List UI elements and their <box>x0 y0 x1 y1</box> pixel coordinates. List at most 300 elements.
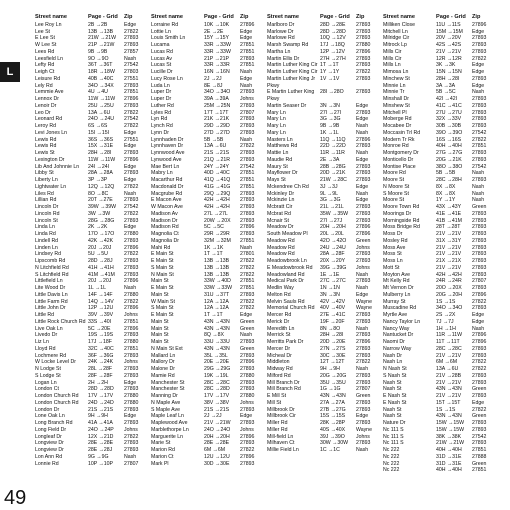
grid-end: →24I <box>96 163 110 170</box>
page-grid <box>204 204 240 211</box>
grid-end: →1N <box>328 285 340 291</box>
zip-code: 27896 <box>124 156 139 163</box>
grid-end: →6S <box>95 123 108 129</box>
zip-code: Nash <box>472 170 485 177</box>
street-entry <box>383 218 496 225</box>
zip-code: 27893 <box>356 440 371 447</box>
page-grid <box>204 319 240 326</box>
street-name: Mills Cir <box>383 55 402 62</box>
street-name: Minnie Ln <box>383 82 406 89</box>
zip-code: 27893 <box>356 332 371 339</box>
zip-code: 27893 <box>356 217 371 224</box>
grid-end: →24U <box>99 116 114 123</box>
grid-start: 21V <box>436 352 446 359</box>
street-name: Montise Place <box>383 163 416 170</box>
grid-end: →39V <box>98 312 114 318</box>
street-name: N Litchfield Rd <box>35 264 69 271</box>
street-name: London Church Rd <box>35 399 79 406</box>
grid-start: 21Q <box>204 156 214 163</box>
grid-end: →33V <box>446 116 462 123</box>
grid-start: 36F <box>88 352 97 359</box>
street-name: Nc 222 <box>383 460 400 467</box>
grid-end: →8J <box>211 82 223 89</box>
page-grid <box>204 116 240 123</box>
zip-code: 27893 <box>356 379 371 386</box>
grid-end: →20E <box>330 339 346 345</box>
grid-end: →15M <box>447 28 463 35</box>
grid-end: →25U <box>98 102 114 109</box>
grid-end: →39G <box>331 264 347 271</box>
street-entry <box>267 346 380 353</box>
street-entry <box>383 191 496 198</box>
street-entry <box>151 224 264 231</box>
grid-start: 28I <box>320 89 328 96</box>
zip-code: 27893 <box>472 96 487 102</box>
grid-start: 42H <box>204 197 214 204</box>
street-entry <box>383 359 496 366</box>
zip-code: Edge <box>124 413 137 420</box>
street-entry <box>267 137 380 144</box>
zip-code: 27893 <box>240 217 255 224</box>
grid-end: →43N <box>214 318 230 325</box>
page-grid <box>320 83 356 90</box>
page-grid <box>88 238 124 245</box>
grid-end: →28C <box>446 345 462 352</box>
street-name: Mocabee Dr <box>383 123 412 129</box>
grid-start: 21V <box>204 420 214 426</box>
zip-code: 27896 <box>356 48 371 55</box>
grid-end: →3A <box>327 156 340 163</box>
zip-code: 27893 <box>124 366 139 372</box>
grid-end: →8X <box>443 183 456 190</box>
grid-start: 20G <box>436 156 446 163</box>
grid-end: →42K <box>98 237 114 244</box>
street-entry <box>35 170 148 177</box>
zip-code: 27893 <box>240 420 255 426</box>
street-name: Liz Ln <box>35 339 49 345</box>
page-grid <box>204 299 240 306</box>
street-name: Little Davis Ln <box>35 291 68 298</box>
grid-start: 11Q <box>320 136 330 143</box>
street-name: Lottie Ln <box>151 28 171 35</box>
street-entry <box>383 62 496 69</box>
street-name: Miller Rd <box>267 420 288 426</box>
street-entry <box>383 143 496 150</box>
grid-start: 28E <box>204 440 214 447</box>
grid-start: 4U <box>88 89 95 96</box>
street-entry <box>267 447 380 454</box>
street-entry <box>151 69 264 76</box>
street-entry <box>35 346 148 353</box>
street-name: Levi Jones Ln <box>35 129 68 136</box>
grid-end: →28E <box>330 21 346 28</box>
grid-start: 5B <box>436 89 443 96</box>
street-name: Long Branch Rd <box>35 420 73 426</box>
grid-end: →27L <box>213 210 228 217</box>
street-entry <box>267 29 380 36</box>
grid-start: 21V <box>436 48 446 55</box>
page-grid <box>204 265 240 272</box>
grid-end: →2B <box>95 21 108 28</box>
header-cell: Page - Grid <box>204 14 234 20</box>
grid-start: 42O <box>320 237 330 244</box>
page-grid <box>88 278 124 285</box>
grid-end: →21V <box>446 264 462 271</box>
page-grid <box>88 110 124 117</box>
street-entry <box>35 211 148 218</box>
zip-code: 27880 <box>356 42 371 48</box>
page-grid <box>204 400 240 407</box>
page-grid <box>320 231 356 238</box>
street-entry <box>267 143 380 150</box>
street-name: Mallard Ln <box>151 352 176 359</box>
grid-start: 21V <box>436 393 446 399</box>
grid-end: →24K <box>98 359 114 366</box>
zip-code: 27893 <box>356 170 371 177</box>
grid-start: 27I <box>320 109 328 116</box>
grid-end: →27G <box>330 406 346 413</box>
grid-end: →10P <box>98 460 114 467</box>
grid-start: 29G <box>204 366 214 372</box>
grid-end: →33W <box>216 285 232 291</box>
grid-end: →15W <box>448 426 464 433</box>
zip-code: 27893 <box>124 386 139 393</box>
street-entry <box>383 265 496 272</box>
zip-code: Nash <box>240 82 253 89</box>
grid-end: →20F <box>330 318 345 325</box>
grid-start: 31U <box>204 291 214 298</box>
page-grid <box>204 251 240 258</box>
street-name: Main St <box>151 339 169 345</box>
grid-end: →40I <box>98 318 112 325</box>
grid-start: 17T <box>204 109 213 116</box>
grid-end: →21X <box>446 258 462 264</box>
grid-start: 11U <box>436 21 446 28</box>
street-name: Lenoir Dr <box>35 102 57 109</box>
page-grid <box>320 35 356 42</box>
street-name: Moss Bridge Rd <box>383 224 420 231</box>
header-cell: Zip <box>124 14 133 20</box>
grid-start: 21S <box>88 406 98 413</box>
zip-code: Nash <box>472 197 485 204</box>
grid-start: 2J <box>204 75 210 82</box>
street-entry <box>151 359 264 366</box>
page-grid <box>436 42 472 49</box>
zip-code: 27807 <box>472 278 487 285</box>
street-name: Madison Av <box>151 210 178 217</box>
grid-end: →31E <box>446 453 462 460</box>
grid-end: →31E <box>446 460 462 467</box>
grid-start: 19K <box>204 372 214 379</box>
grid-start: 1H <box>436 325 443 332</box>
grid-end: →2K <box>95 224 108 231</box>
grid-end: →21W <box>98 42 115 48</box>
header-cell: Street name <box>35 14 68 20</box>
street-entry <box>35 96 148 103</box>
grid-start: 28H <box>88 150 98 156</box>
zip-code: 27822 <box>240 298 255 305</box>
street-name: Meredith Ln <box>267 325 295 332</box>
grid-end: →17V <box>98 393 114 399</box>
grid-end: →27U <box>446 109 462 116</box>
page-grid <box>436 110 472 117</box>
street-entry <box>35 110 148 117</box>
page-grid <box>204 170 240 177</box>
page-grid <box>320 62 356 69</box>
zip-code: 27893 <box>472 150 487 156</box>
page-grid <box>436 272 472 279</box>
zip-code: 27896 <box>356 339 371 345</box>
grid-start: 3N <box>320 291 327 298</box>
grid-start: 35W <box>320 210 331 217</box>
grid-start: 1T <box>204 312 210 318</box>
street-name: S Lodge St <box>35 372 61 379</box>
street-name: Matthews Rd <box>267 143 298 150</box>
grid-start: 28A <box>320 251 329 258</box>
zip-code: 27893 <box>472 116 487 123</box>
zip-code: 27851 <box>240 170 255 177</box>
street-entry <box>267 265 380 272</box>
street-entry <box>151 278 264 285</box>
grid-end: →24O <box>215 426 231 433</box>
street-name: Nash Ln <box>383 359 403 366</box>
page-grid <box>204 211 240 218</box>
street-entry <box>267 164 380 171</box>
page-grid <box>320 278 356 285</box>
page-grid <box>204 143 240 150</box>
page-grid <box>436 83 472 90</box>
grid-end: →33W <box>214 48 231 55</box>
grid-start: 20X <box>320 258 330 264</box>
grid-end: →27C <box>330 278 346 285</box>
grid-start: 3J <box>320 183 326 190</box>
street-entry <box>151 407 264 414</box>
page-grid <box>88 130 124 137</box>
grid-start: 32M <box>204 237 215 244</box>
grid-end: →10K <box>214 21 230 28</box>
zip-code: Johns <box>124 359 138 366</box>
page-grid <box>320 96 356 103</box>
zip-code: 27893 <box>240 339 255 345</box>
grid-start: 17J <box>88 339 97 345</box>
page-grid <box>204 245 240 252</box>
street-name: Lincoln Dr <box>35 204 59 210</box>
street-name: W Lee St <box>35 42 57 48</box>
grid-start: 35L <box>204 352 213 359</box>
grid-start: 36T <box>88 62 97 69</box>
street-entry <box>383 103 496 110</box>
grid-end: →30E <box>330 352 346 359</box>
grid-start: 27U <box>436 109 446 116</box>
street-entry <box>383 231 496 238</box>
page-grid <box>436 116 472 123</box>
street-name: Leisure Rd <box>35 75 61 82</box>
zip-code: 27822 <box>240 143 255 150</box>
grid-start: 28H <box>436 75 446 82</box>
grid-end: →27E <box>98 197 113 204</box>
street-name: Melvin Sauls Rd <box>267 298 305 305</box>
street-entry <box>35 400 148 407</box>
street-name: Liles Rd <box>35 190 54 197</box>
grid-start: 41A <box>88 420 97 426</box>
grid-start: 20T <box>88 197 97 204</box>
street-name: Lynwood Ave <box>151 156 182 163</box>
street-entry <box>35 272 148 279</box>
grid-start: 27C <box>320 278 330 285</box>
street-name: Mott St <box>383 264 400 271</box>
grid-end: →9L <box>327 190 338 197</box>
zip-code: 27896 <box>240 224 255 231</box>
page-grid <box>204 305 240 312</box>
zip-code: Nash <box>356 150 369 156</box>
zip-code: 27893 <box>356 75 371 82</box>
grid-start: 21P <box>88 42 98 48</box>
grid-start: 38V <box>204 399 214 406</box>
page-grid <box>88 380 124 387</box>
grid-end: →41A <box>98 420 113 426</box>
zip-code: 27893 <box>356 177 371 183</box>
page-grid <box>88 407 124 414</box>
page-grid <box>204 366 240 373</box>
grid-start: 17O <box>88 231 98 237</box>
zip-code: 27893 <box>472 210 487 217</box>
street-name: Meadow Rd <box>267 237 295 244</box>
grid-start: 5U <box>88 251 95 258</box>
grid-start: 30D <box>204 460 214 467</box>
grid-end: →40C <box>98 75 114 82</box>
grid-end: →8O <box>328 325 341 332</box>
grid-start: 27I <box>320 217 328 224</box>
page-grid <box>320 211 356 218</box>
zip-code: Edge <box>240 35 253 42</box>
page-grid <box>436 245 472 252</box>
zip-code: Johns <box>124 312 138 318</box>
zip-code: 27893 <box>356 55 371 62</box>
grid-start: 5C <box>204 224 211 231</box>
grid-start: 40S <box>320 426 330 433</box>
page-grid <box>436 137 472 144</box>
zip-code: 27896 <box>356 224 371 231</box>
grid-end: →1L <box>327 129 339 136</box>
grid-end: →27J <box>328 217 343 224</box>
street-entry <box>35 150 148 157</box>
zip-code: 27822 <box>240 305 255 312</box>
index-column <box>35 14 148 474</box>
street-entry <box>267 251 380 258</box>
street-name: Minnie Tr <box>383 89 405 96</box>
grid-end: →21D <box>98 433 114 440</box>
page-grid <box>88 103 124 110</box>
grid-start: 13A <box>436 366 445 372</box>
street-name: Mary Ln <box>267 109 286 116</box>
street-entry <box>35 62 148 69</box>
page-grid <box>204 96 240 103</box>
page-grid <box>320 292 356 299</box>
street-name: London Church Rd <box>35 393 79 399</box>
page-grid <box>204 407 240 414</box>
grid-start: 12U <box>204 453 214 460</box>
zip-code: 27893 <box>240 197 255 204</box>
grid-start: 12T <box>320 359 329 366</box>
zip-code: Johns <box>240 399 254 406</box>
page-grid <box>436 278 472 285</box>
zip-code: Edge <box>472 312 485 318</box>
zip-code: Green <box>472 204 487 210</box>
street-entry <box>267 353 380 360</box>
zip-code: 27893 <box>356 163 371 170</box>
page-grid <box>204 76 240 83</box>
street-entry <box>383 454 496 461</box>
grid-start: 28D <box>88 258 98 264</box>
street-name: Naomi Dr <box>383 339 405 345</box>
street-name: Leesfield Ln <box>35 55 63 62</box>
grid-end: →12V <box>331 35 346 42</box>
grid-start: 28L <box>88 366 97 372</box>
grid-end: →18Q <box>329 42 345 48</box>
grid-end: →1L <box>95 285 106 291</box>
zip-code: 27801 <box>240 251 255 258</box>
street-name: Madison Rd <box>151 224 179 231</box>
grid-start: 6S <box>88 123 95 129</box>
grid-end: →1H <box>444 325 456 332</box>
zip-code: Green <box>240 325 255 332</box>
grid-start: 11W <box>88 156 99 163</box>
zip-code: 27893 <box>472 258 487 264</box>
index-column <box>383 14 496 474</box>
street-name: Milhaven Ct <box>267 440 295 447</box>
grid-start: 21S <box>204 406 214 413</box>
page-grid <box>320 447 356 454</box>
zip-code: 27851 <box>240 237 255 244</box>
grid-start: 40H <box>436 467 446 474</box>
street-entry <box>35 278 148 285</box>
street-name: Manchester St <box>151 386 185 393</box>
street-name: Nash St <box>383 413 402 420</box>
grid-end: →21S <box>214 406 230 413</box>
street-entry <box>383 76 496 83</box>
grid-start: 12Q <box>88 183 98 190</box>
street-entry <box>151 197 264 204</box>
street-name: Lucas Rd <box>151 48 173 55</box>
page-grid <box>88 373 124 380</box>
zip-code: Edge <box>124 129 137 136</box>
street-entry <box>383 184 496 191</box>
grid-end: →38V <box>214 399 230 406</box>
page-grid <box>88 272 124 279</box>
grid-start: 15W <box>436 426 447 433</box>
grid-start: 24I <box>88 163 96 170</box>
grid-end: →15S <box>330 413 346 420</box>
zip-code: 27851 <box>240 48 255 55</box>
page-grid <box>436 454 472 461</box>
page-grid <box>204 89 240 96</box>
zip-code: 27896 <box>124 96 139 102</box>
grid-end: →21S <box>214 150 230 156</box>
grid-start: 27N <box>320 345 330 352</box>
zip-code: Nash <box>356 447 369 453</box>
zip-code: 27893 <box>472 379 487 386</box>
street-entry <box>267 373 380 380</box>
street-entry <box>35 123 148 130</box>
grid-end: →36T <box>98 62 113 69</box>
grid-end: →42H <box>446 271 462 278</box>
grid-start: 2S <box>436 312 443 318</box>
zip-code: 27896 <box>472 291 487 298</box>
street-name: Marlowe Dr <box>267 28 294 35</box>
street-name: Lemmie Ave <box>35 89 64 96</box>
street-name: Minshall Dr <box>383 96 409 102</box>
zip-code: 27893 <box>472 35 487 42</box>
